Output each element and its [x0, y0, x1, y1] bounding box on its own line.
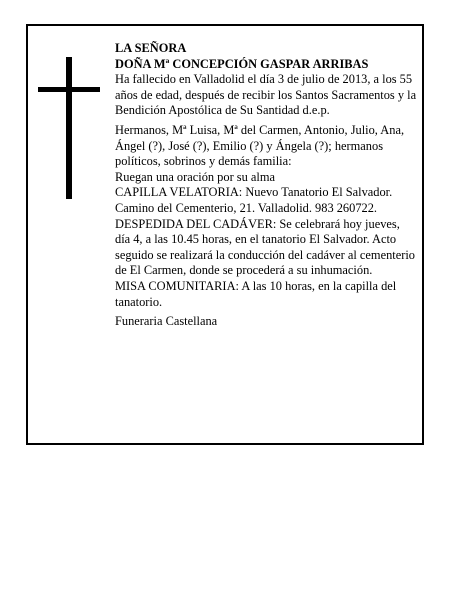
prayer-request: Ruegan una oración por su alma — [115, 169, 275, 184]
cross-icon — [38, 57, 100, 199]
death-announcement: Ha fallecido en Valladolid el día 3 de julio de 2013, a los 55 años de edad, después de recibir los Santos Sacramentos y la Bendición Apostólica de Su Santidad d.e.p. — [115, 72, 417, 118]
family-list: Hermanos, Mª Luisa, Mª del Carmen, Antonio, Julio, Ana, Ángel (?), José (?), Emilio (?) y Ángela (?); hermanos políticos, sobrinos y demás familia: — [115, 122, 405, 169]
title-line-1: LA SEÑORA — [115, 41, 187, 55]
farewell-info: DESPEDIDA DEL CADÁVER: Se celebrará hoy jueves, día 4, a las 10.45 horas, en el tanatorio El Salvador. Acto seguido se realizará la conducción del cadáver al cementerio de El Carmen, donde se procederá a su inhumación. — [115, 216, 415, 278]
chapel-info: CAPILLA VELATORIA: Nuevo Tanatorio El Salvador. Camino del Cementerio, 21. Valladolid. 983 260722. — [115, 185, 393, 215]
cross-vertical-bar — [66, 57, 72, 199]
obituary-text — [115, 41, 417, 330]
deceased-name: DOÑA Mª CONCEPCIÓN GASPAR ARRIBAS — [115, 56, 369, 71]
cross-horizontal-bar — [38, 87, 100, 92]
mass-info: MISA COMUNITARIA: A las 10 horas, en la capilla del tanatorio. — [115, 278, 397, 309]
obituary-notice — [26, 24, 424, 445]
funeral-home: Funeraria Castellana — [115, 314, 218, 329]
